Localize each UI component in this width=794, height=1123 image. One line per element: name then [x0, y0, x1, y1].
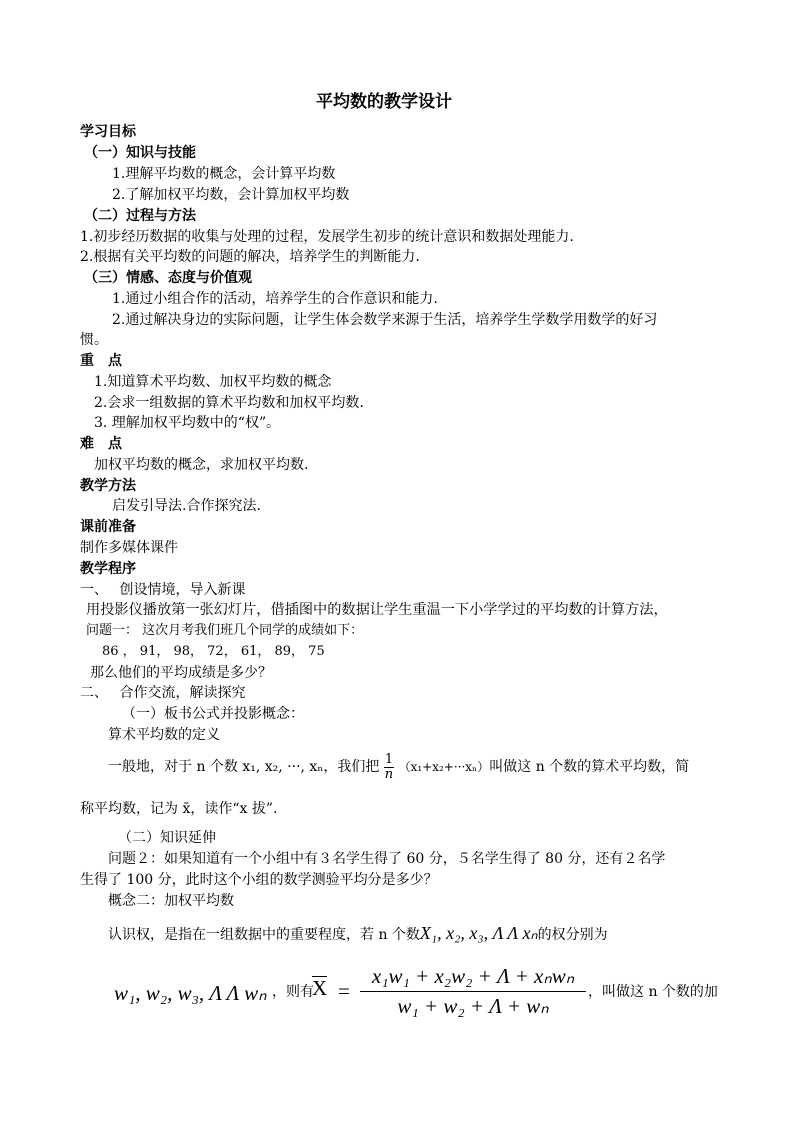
step1-paragraph: 用投影仪播放第一张幻灯片，借插图中的数据让学生重温一下小学学过的平均数的计算方法， — [86, 602, 668, 618]
section3-heading: （三）情感、态度与价值观 — [84, 270, 252, 286]
objectives-heading: 学习目标 — [80, 124, 136, 140]
score-list: 86 ， 91， 98， 72， 61， 89， 75 — [102, 644, 325, 659]
method-text: 启发引导法.合作探究法. — [112, 498, 261, 514]
weight-pre: 认识权，是指在一组数据中的重要程度，若 n 个数 — [108, 927, 420, 943]
prep-heading: 课前准备 — [80, 519, 136, 535]
section1-item-2: 2.了解加权平均数，会计算加权平均数 — [112, 187, 350, 203]
key-item-1: 1.知道算术平均数、加权平均数的概念 — [94, 374, 332, 390]
step1-heading: 一、 创设情境，导入新课 — [80, 582, 246, 598]
step2-heading: 二、 合作交流，解读探究 — [80, 685, 246, 701]
x-overbar: X — [312, 976, 328, 1000]
weight-variables: X₁, x₂, x₃, Λ Λ xₙ — [419, 923, 538, 943]
formula-post: ，叫做这 n 个数的加 — [588, 984, 718, 1000]
difficulty-text: 加权平均数的概念，求加权平均数. — [94, 457, 309, 473]
question2-line1: 问题２：如果知道有一个小组中有３名学生得了 60 分，５名学生得了 80 分，还有２名学 — [108, 851, 666, 867]
method-heading: 教学方法 — [80, 478, 136, 494]
concept2-heading: 概念二：加权平均数 — [108, 893, 234, 909]
fraction-denominator: n — [384, 766, 394, 782]
key-item-3: 3. 理解加权平均数中的“权”。 — [94, 415, 281, 431]
prep-text: 制作多媒体课件 — [80, 540, 178, 556]
section2-item-1: 1.初步经历数据的收集与处理的过程，发展学生初步的统计意识和数据处理能力. — [80, 229, 574, 245]
key-item-2: 2.会求一组数据的算术平均数和加权平均数. — [94, 395, 364, 411]
step2-sub1: （一）板书公式并投影概念： — [122, 706, 304, 722]
weight-symbols: w₁, w₂, w₃, Λ Λ wₙ — [114, 981, 267, 1005]
step2-sub2: （二）知识延伸 — [118, 830, 216, 846]
definition-post: 叫做这 n 个数的算术平均数，简 — [489, 759, 690, 775]
section3-item-1: 1.通过小组合作的活动，培养学生的合作意识和能力. — [112, 291, 438, 307]
definition-sum: （x₁+x₂+···xₙ） — [398, 760, 490, 774]
then-text: ，则有 — [272, 984, 314, 1000]
section3-item-2-cont: 惯。 — [80, 332, 108, 348]
difficulty-heading: 难 点 — [80, 436, 122, 452]
page-title: 平均数的教学设计 — [316, 92, 452, 112]
weighted-mean-fraction — [360, 964, 586, 1019]
definition-tail: 称平均数，记为 x̄，读作“x 拔”. — [80, 801, 278, 817]
section1-heading: （一）知识与技能 — [84, 145, 196, 161]
weight-line — [108, 920, 608, 948]
question2-line2: 生得了 100 分，此时这个小组的数学测验平均分是多少？ — [80, 872, 438, 888]
one-over-n-fraction — [384, 753, 394, 782]
xbar-symbol — [312, 975, 327, 1001]
question1-ask: 那么他们的平均成绩是多少？ — [90, 665, 272, 681]
section3-item-2: 2.通过解决身边的实际问题，让学生体会数学来源于生活，培养学生学数学用数学的好习 — [112, 312, 658, 328]
definition-pre: 一般地，对于 n 个数 x₁, x₂, ···, xₙ，我们把 — [108, 759, 380, 775]
equals-sign: = — [338, 979, 350, 1003]
procedure-heading: 教学程序 — [80, 561, 136, 577]
section2-item-2: 2.根据有关平均数的问题的解决，培养学生的判断能力. — [80, 249, 420, 265]
formula-denominator: w₁ + w₂ + Λ + wₙ — [397, 994, 549, 1018]
weight-post: 的权分别为 — [537, 927, 608, 943]
definition-title: 算术平均数的定义 — [108, 727, 220, 743]
fraction-numerator: 1 — [384, 751, 394, 767]
key-points-heading: 重 点 — [80, 353, 122, 369]
formula-numerator: x₁w₁ + x₂w₂ + Λ + xₙwₙ — [360, 964, 586, 992]
section1-item-1: 1.理解平均数的概念，会计算平均数 — [112, 166, 336, 182]
question1: 问题一： 这次月考我们班几个同学的成绩如下： — [86, 623, 364, 638]
section2-heading: （二）过程与方法 — [84, 208, 196, 224]
definition-line — [108, 752, 689, 782]
